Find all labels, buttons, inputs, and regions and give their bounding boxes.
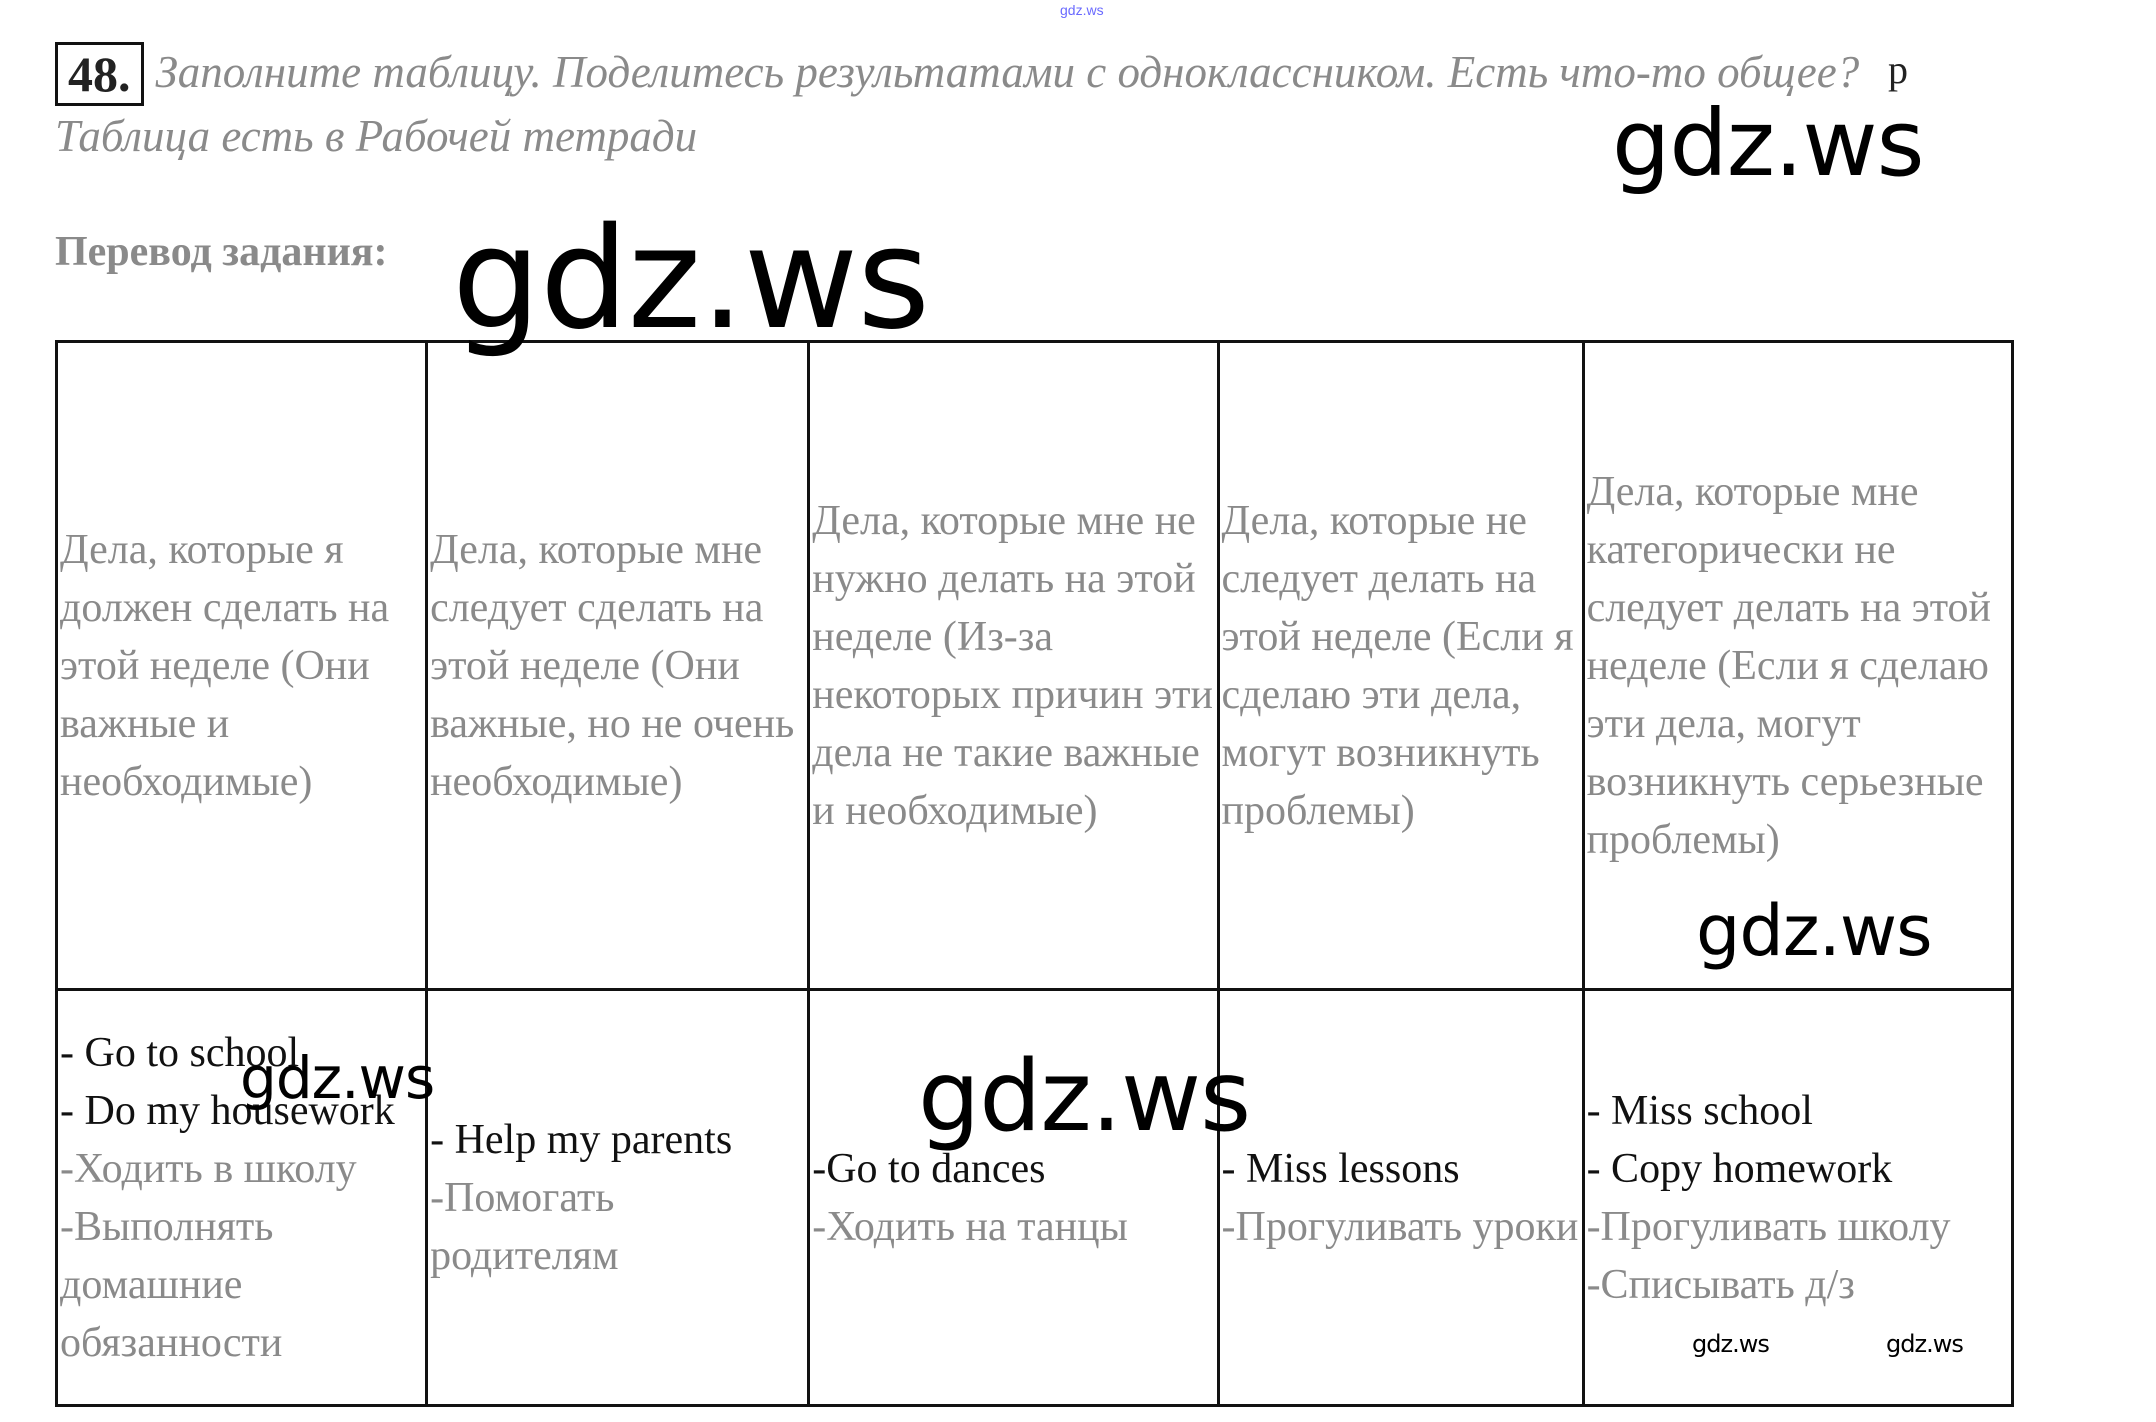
russian-item: -Прогуливать уроки	[1221, 1203, 1579, 1250]
header-cell-dont-need: Дела, которые мне не нужно делать на этой неделе (Из-за некоторых причин эти дела не такие важные и необходимые)	[809, 342, 1218, 990]
russian-item: -Списывать д/з	[1586, 1261, 1855, 1308]
russian-item: -Ходить на танцы	[812, 1203, 1128, 1250]
watermark-logo: gdz.ws	[1696, 890, 1932, 972]
translation-label: Перевод задания:	[55, 229, 388, 275]
russian-item: -Прогуливать школу	[1586, 1203, 1951, 1250]
header-cell-must-do: Дела, которые я должен сделать на этой неделе (Они важные и необходимые)	[57, 342, 427, 990]
task-table	[55, 340, 2014, 1407]
watermark-logo: gdz.ws	[1886, 1330, 1963, 1358]
watermark-logo: gdz.ws	[240, 1044, 435, 1112]
russian-item: -Ходить в школу	[60, 1145, 357, 1192]
english-item: - Miss school	[1586, 1087, 1813, 1134]
header-cell-must-not-do: Дела, которые мне категорически не следует делать на этой неделе (Если я сделаю эти дела, могут возникнуть серьезные проблемы)	[1583, 342, 2012, 990]
header-cell-shouldnt-do: Дела, которые не следует делать на этой неделе (Если я сделаю эти дела, могут возникнуть проблемы)	[1218, 342, 1583, 990]
english-item: - Do my housework	[60, 1087, 395, 1134]
english-item: - Miss lessons	[1221, 1145, 1460, 1192]
task-number-box: 48.	[55, 42, 144, 106]
watermark-logo: gdz.ws	[918, 1040, 1251, 1154]
top-watermark-text: gdz.ws	[1060, 2, 1104, 18]
stray-letter: р	[1888, 47, 1908, 92]
watermark-logo: gdz.ws	[1692, 1330, 1769, 1358]
watermark-logo: gdz.ws	[452, 198, 930, 361]
english-item: - Copy homework	[1586, 1145, 1893, 1192]
header-cell-should-do: Дела, которые мне следует сделать на этой неделе (Они важные, но не очень необходимые)	[427, 342, 809, 990]
english-item: -Go to dances	[812, 1145, 1046, 1192]
russian-item: -Помогать родителям	[430, 1174, 619, 1279]
task-instruction: Заполните таблицу. Поделитесь результатами с одноклассником. Есть что-то общее? Таблица есть в Рабочей тетради	[55, 47, 1860, 161]
table-cell	[1218, 990, 1583, 1406]
russian-item: -Выполнять домашние обязанности	[60, 1203, 283, 1366]
table-cell	[427, 990, 809, 1406]
english-item: - Help my parents	[430, 1116, 733, 1163]
watermark-logo: gdz.ws	[1612, 90, 1924, 197]
english-item: - Go to school	[60, 1029, 300, 1076]
